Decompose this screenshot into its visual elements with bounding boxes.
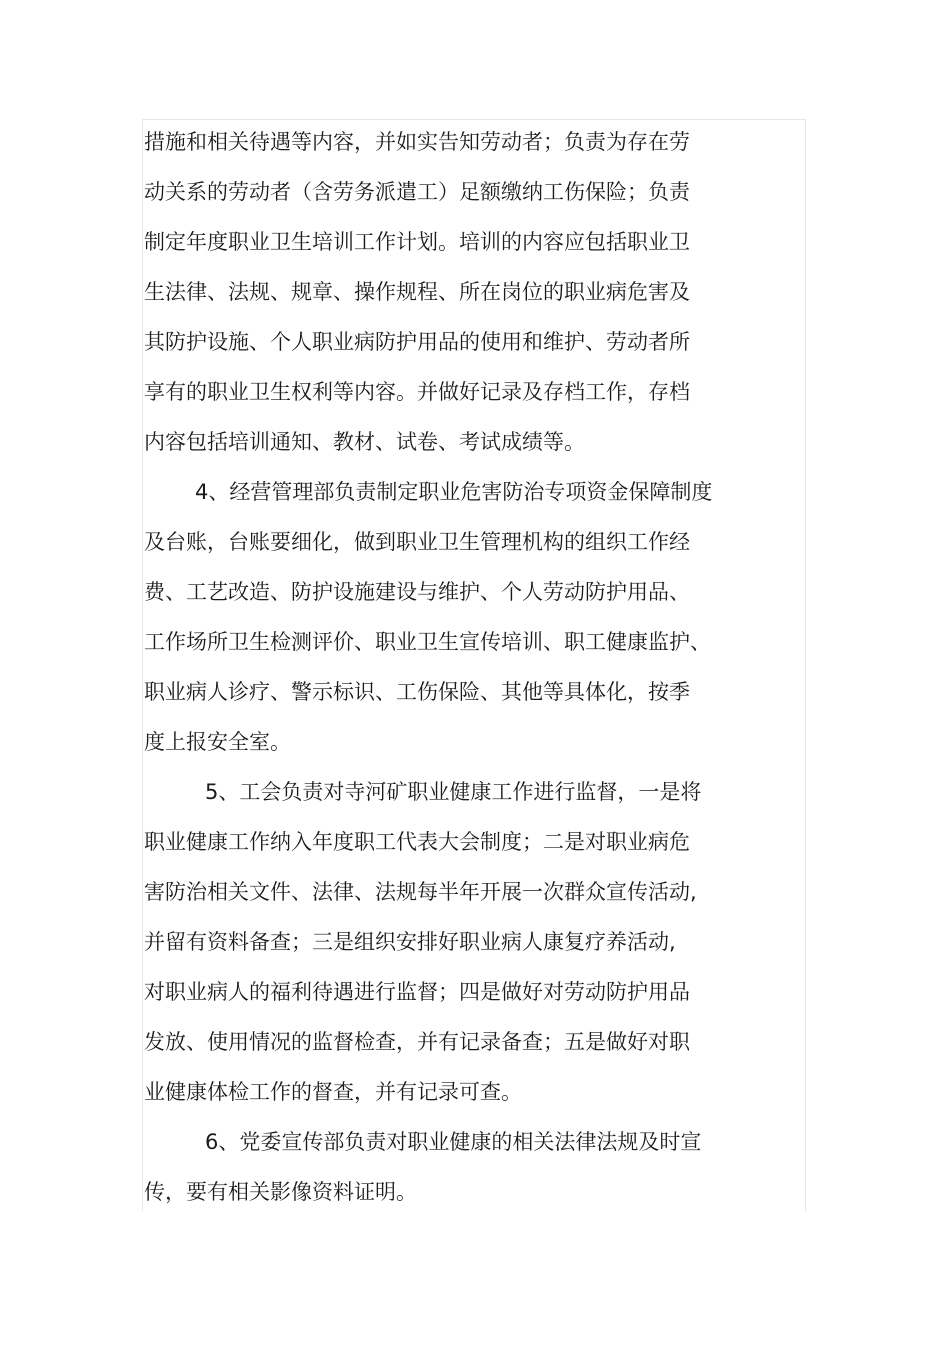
- text-line: 工作场所卫生检测评价、职业卫生宣传培训、职工健康监护、: [144, 630, 711, 654]
- text-line: 业健康体检工作的督查，并有记录可查。: [144, 1080, 522, 1104]
- text-line: 传，要有相关影像资料证明。: [144, 1180, 417, 1204]
- text-line: 职业健康工作纳入年度职工代表大会制度；二是对职业病危: [144, 830, 690, 854]
- text-line: 对职业病人的福利待遇进行监督；四是做好对劳动防护用品: [144, 980, 690, 1004]
- paragraph-first-line: 5、工会负责对寺河矿职业健康工作进行监督，一是将: [205, 780, 702, 804]
- paragraph-first-line: 4、经营管理部负责制定职业危害防治专项资金保障制度: [195, 480, 713, 504]
- text-line: 及台账，台账要细化，做到职业卫生管理机构的组织工作经: [144, 530, 690, 554]
- text-line: 其防护设施、个人职业病防护用品的使用和维护、劳动者所: [144, 330, 690, 354]
- text-line: 职业病人诊疗、警示标识、工伤保险、其他等具体化，按季: [144, 680, 690, 704]
- text-line: 费、工艺改造、防护设施建设与维护、个人劳动防护用品、: [144, 580, 690, 604]
- text-line: 害防治相关文件、法律、法规每半年开展一次群众宣传活动,: [144, 880, 697, 904]
- text-line: 制定年度职业卫生培训工作计划。培训的内容应包括职业卫: [144, 230, 690, 254]
- paragraph-first-line: 6、党委宣传部负责对职业健康的相关法律法规及时宣: [205, 1130, 702, 1154]
- text-line: 享有的职业卫生权利等内容。并做好记录及存档工作，存档: [144, 380, 690, 404]
- text-line: 内容包括培训通知、教材、试卷、考试成绩等。: [144, 430, 585, 454]
- text-line: 生法律、法规、规章、操作规程、所在岗位的职业病危害及: [144, 280, 690, 304]
- text-line: 度上报安全室。: [144, 730, 291, 754]
- text-line: 措施和相关待遇等内容，并如实告知劳动者；负责为存在劳: [144, 130, 690, 154]
- text-line: 动关系的劳动者（含劳务派遣工）足额缴纳工伤保险；负责: [144, 180, 690, 204]
- text-line: 并留有资料备查；三是组织安排好职业病人康复疗养活动,: [144, 930, 676, 954]
- text-line: 发放、使用情况的监督检查，并有记录备查；五是做好对职: [144, 1030, 690, 1054]
